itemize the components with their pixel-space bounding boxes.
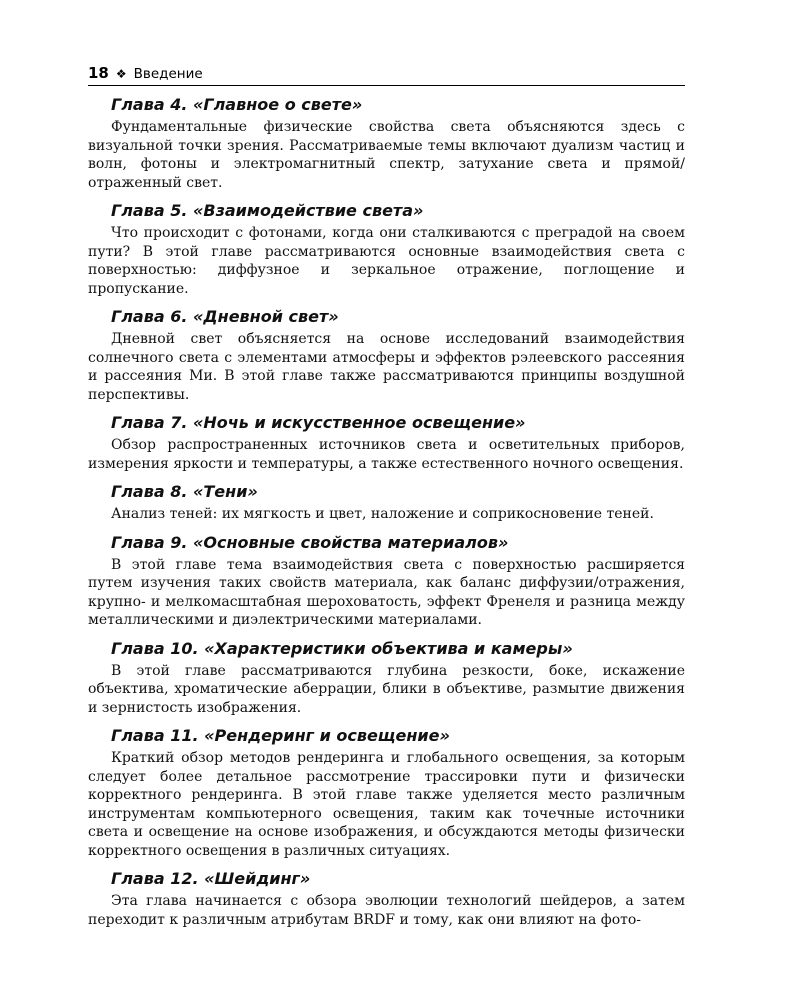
chapter-8 [88, 483, 685, 524]
chapter-5 [88, 202, 685, 298]
running-head [88, 64, 685, 86]
chapter-description: Что происходит с фотонами, когда они сталкиваются с преградой на своем пути? В этой главе рассматриваются основные взаимодействия света с поверхностью: диффузное и зеркальное отражение, поглощение и пропускание. [88, 225, 685, 297]
chapter-6 [88, 308, 685, 404]
chapter-description: Дневной свет объясняется на основе исследований взаимодействия солнечного света с элементами атмосферы и эффектов рэлеевского рассеяния и рассеяния Ми. В этой главе также рассматриваются принципы воздушной перспективы. [88, 331, 685, 403]
chapter-7 [88, 414, 685, 473]
chapter-title: Глава 4. «Главное о свете» [111, 95, 363, 114]
chapter-description: Краткий обзор методов рендеринга и глобального освещения, за которым следует более детальное рассмотрение трассировки пути и физически корректного рендеринга. В этой главе также уделяется место различным инструментам компьютерного освещения, таким как точечные источники света и освещение на основе изображения, и обсуждаются методы физически корректного освещения в различных ситуациях. [88, 750, 685, 859]
chapter-title: Глава 11. «Рендеринг и освещение» [111, 726, 450, 745]
header-separator-icon: ❖ [115, 67, 127, 81]
chapter-title: Глава 8. «Тени» [111, 482, 258, 501]
chapter-description: В этой главе рассматриваются глубина резкости, боке, искажение объектива, хроматические аберрации, блики в объективе, размытие движения и зернистость изображения. [88, 662, 685, 716]
book-page [88, 64, 685, 929]
page-number: 18 [88, 64, 109, 82]
chapter-title: Глава 5. «Взаимодействие света» [111, 201, 424, 220]
section-title: Введение [133, 66, 203, 82]
chapter-description: Эта глава начинается с обзора эволюции технологий шейдеров, а затем переходит к различным атрибутам BRDF и тому, как они влияют на фото- [88, 893, 685, 928]
chapter-title: Глава 7. «Ночь и искусственное освещение» [111, 413, 526, 432]
chapter-title: Глава 9. «Основные свойства материалов» [111, 532, 509, 552]
chapter-4 [88, 96, 685, 192]
chapter-title: Глава 10. «Характеристики объектива и камеры» [111, 638, 573, 658]
chapter-description: Фундаментальные физические свойства света объясняются здесь с визуальной точки зрения. Рассматриваемые темы включают дуализм частиц и волн, фотоны и электромагнитный спектр, затухание света и прямой/отраженный свет. [88, 119, 685, 191]
chapter-description: Анализ теней: их мягкость и цвет, наложение и соприкосновение теней. [111, 506, 654, 522]
chapter-9 [88, 534, 685, 630]
chapter-12 [88, 870, 685, 929]
chapter-description: Обзор распространенных источников света и осветительных приборов, измерения яркости и температуры, а также естественного ночного освещения. [88, 437, 685, 472]
chapter-10 [88, 640, 685, 718]
chapter-title: Глава 6. «Дневной свет» [111, 307, 339, 326]
chapter-description: В этой главе тема взаимодействия света с поверхностью расширяется путем изучения таких свойств материала, как баланс диффузии/отражения, крупно- и мелкомасштабная шероховатость, эффект Френеля и разница между металлическими и диэлектрическими материалами. [88, 556, 685, 628]
chapter-11 [88, 727, 685, 860]
chapter-title: Глава 12. «Шейдинг» [111, 869, 311, 888]
